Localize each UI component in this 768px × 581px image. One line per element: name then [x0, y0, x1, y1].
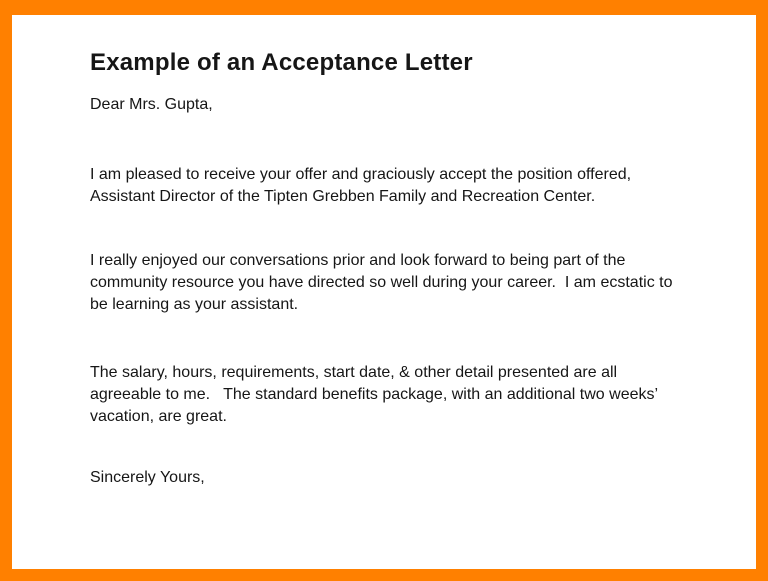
letter-paragraph-terms: The salary, hours, requirements, start date, & other detail presented are all agreeable to me. The standard benefits package, with an additional two weeks’ vacation, are great. [90, 364, 662, 425]
letter-paragraph-enthusiasm: I really enjoyed our conversations prior and look forward to being part of the community resource you have directed so well during your career. I am ecstatic to be learning as your assistant. [90, 252, 677, 313]
letter-salutation: Dear Mrs. Gupta, [90, 96, 213, 113]
letter-content [12, 15, 756, 489]
letter-paragraph-offer-acceptance: I am pleased to receive your offer and graciously accept the position offered, Assistant Director of the Tipten Grebben Family and Recreation Center. [90, 166, 635, 205]
letter-page [12, 15, 756, 569]
letter-closing: Sincerely Yours, [90, 469, 205, 486]
letter-title: Example of an Acceptance Letter [90, 49, 473, 76]
